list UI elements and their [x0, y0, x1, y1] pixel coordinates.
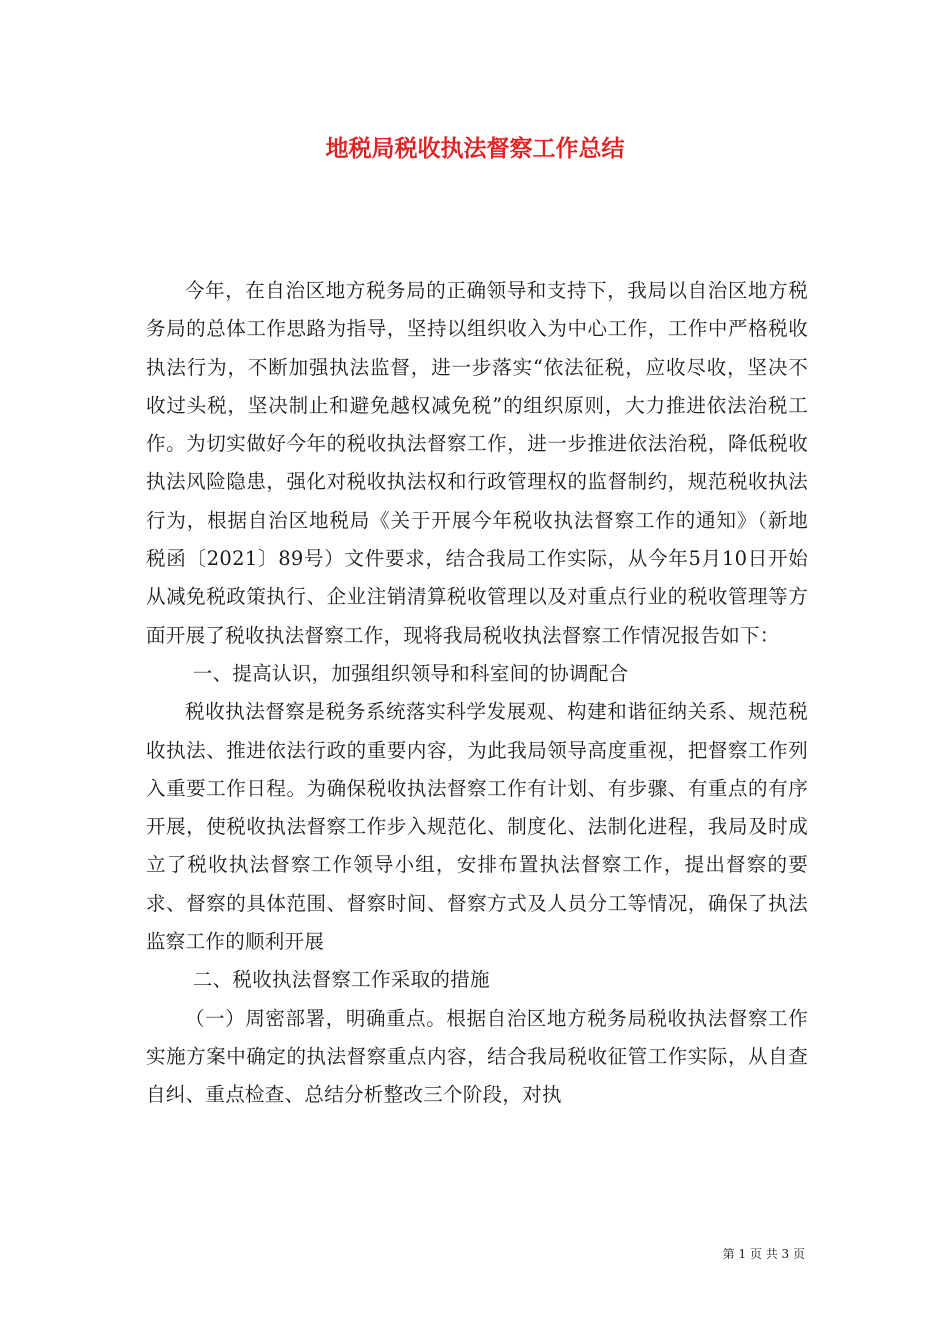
- document-body: [146, 272, 808, 1115]
- page-number-footer: 第 1 页 共 3 页: [722, 1247, 805, 1261]
- section-heading-1: 一、提高认识，加强组织领导和科室间的协调配合: [192, 661, 629, 685]
- section-1-paragraph: 税收执法督察是税务系统落实科学发展观、构建和谐征纳关系、规范税收执法、推进依法行政的重要内容，为此我局领导高度重视，把督察工作列入重要工作日程。为确保税收执法督察工作有计划、有步骤、有重点的有序开展，使税收执法督察工作步入规范化、制度化、法制化进程，我局及时成立了税收执法督察工作领导小组，安排布置执法督察工作，提出督察的要求、督察的具体范围、督察时间、督察方式及人员分工等情况，确保了执法监察工作的顺利开展: [146, 700, 808, 954]
- intro-paragraph: 今年，在自治区地方税务局的正确领导和支持下，我局以自治区地方税务局的总体工作思路为指导，坚持以组织收入为中心工作，工作中严格税收执法行为，不断加强执法监督，进一步落实“依法征税，应收尽收，坚决不收过头税，坚决制止和避免越权减免税”的组织原则，大力推进依法治税工作。为切实做好今年的税收执法督察工作，进一步推进依法治税，降低税收执法风险隐患，强化对税收执法权和行政管理权的监督制约，规范税收执法行为，根据自治区地税局《关于开展今年税收执法督察工作的通知》（新地税函〔2021〕89号）文件要求，结合我局工作实际，从今年5月10日开始从减免税政策执行、企业注销清算税收管理以及对重点行业的税收管理等方面开展了税收执法督察工作，现将我局税收执法督察工作情况报告如下：: [146, 279, 808, 647]
- document-title: 地税局税收执法督察工作总结: [325, 135, 625, 162]
- section-heading-2: 二、税收执法督察工作采取的措施: [192, 968, 490, 992]
- subsection-1-paragraph: （一）周密部署，明确重点。根据自治区地方税务局税收执法督察工作实施方案中确定的执法督察重点内容，结合我局税收征管工作实际，从自查自纠、重点检查、总结分析整改三个阶段，对执: [146, 1006, 808, 1107]
